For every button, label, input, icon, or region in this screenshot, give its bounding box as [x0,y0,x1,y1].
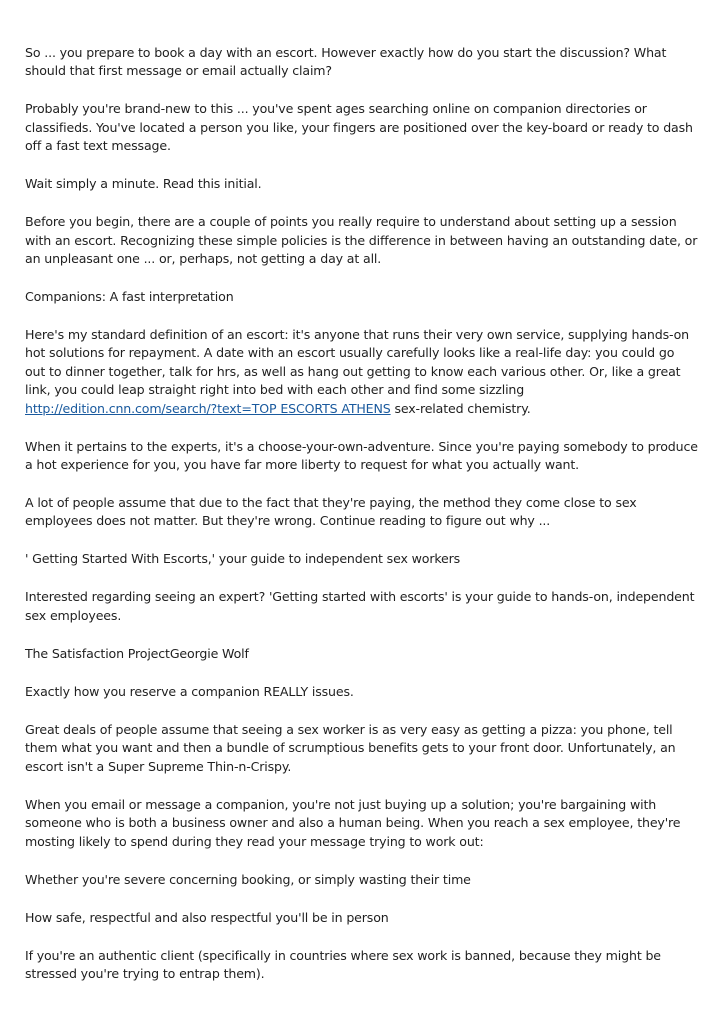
definition-text-before: Here's my standard definition of an escort: it's anyone that runs their very own service, supplying hands-on hot solutions for repayment. A date with an escort usually carefully looks like a real-life day: you could go out to dinner together, talk for hrs, as well as hang out getting to know each various other. Or, like a great link, you could leap straight right into bed with each other and find some sizzling [25,327,689,398]
paragraph-authentic-client: If you're an authentic client (specifically in countries where sex work is banned, because they might be stressed you're trying to entrap them). [25,947,661,981]
paragraph-project-credit: The Satisfaction ProjectGeorgie Wolf [25,645,249,661]
cnn-search-link[interactable]: http://edition.cnn.com/search/?text=TOP ESCORTS ATHENS [25,400,391,416]
paragraph-email-message: When you email or message a companion, you're not just buying up a solution; you're bargaining with someone who is both a business owner and also a human being. When you reach a sex employee, they're mosting likely to spend during they read your message trying to work out: [25,796,681,849]
paragraph-pizza: Great deals of people assume that seeing a sex worker is as very easy as getting a pizza: you phone, tell them what you want and then a bundle of scrumptious benefits gets to your front door. Unfortunately, an escort isn't a Super Supreme Thin-n-Crispy. [25,721,676,774]
paragraph-safe: How safe, respectful and also respectful you'll be in person [25,909,389,925]
paragraph-intro: So ... you prepare to book a day with an escort. However exactly how do you start the discussion? What should that first message or email actually claim? [25,45,667,79]
paragraph-wait: Wait simply a minute. Read this initial. [25,176,262,192]
paragraph-severe: Whether you're severe concerning booking, or simply wasting their time [25,871,471,887]
definition-text-after: sex-related chemistry. [390,400,531,416]
paragraph-new-to-this: Probably you're brand-new to this ... you've spent ages searching online on companion directories or classifieds. You've located a person you like, your fingers are positioned over the key-board or ready to dash off a fast text message. [25,101,693,154]
paragraph-experts: When it pertains to the experts, it's a choose-your-own-adventure. Since you're paying somebody to produce a hot experience for you, you have far more liberty to request for what you actually want. [25,438,698,473]
paragraph-definition [25,326,698,418]
paragraph-before-you-begin: Before you begin, there are a couple of points you really require to understand about setting up a session with an escort. Recognizing these simple policies is the difference in between having an outstanding date, or an unpleasant one ... or, perhaps, not getting a day at all. [25,214,698,267]
paragraph-reserve-matters: Exactly how you reserve a companion REALLY issues. [25,683,354,699]
paragraph-interested: Interested regarding seeing an expert? 'Getting started with escorts' is your guide to hands-on, independent sex employees. [25,589,695,623]
paragraph-assumption: A lot of people assume that due to the fact that they're paying, the method they come close to sex employees does not matter. But they're wrong. Continue reading to figure out why ... [25,495,637,529]
paragraph-companions-heading: Companions: A fast interpretation [25,289,234,305]
paragraph-guide-title: ' Getting Started With Escorts,' your guide to independent sex workers [25,551,461,567]
